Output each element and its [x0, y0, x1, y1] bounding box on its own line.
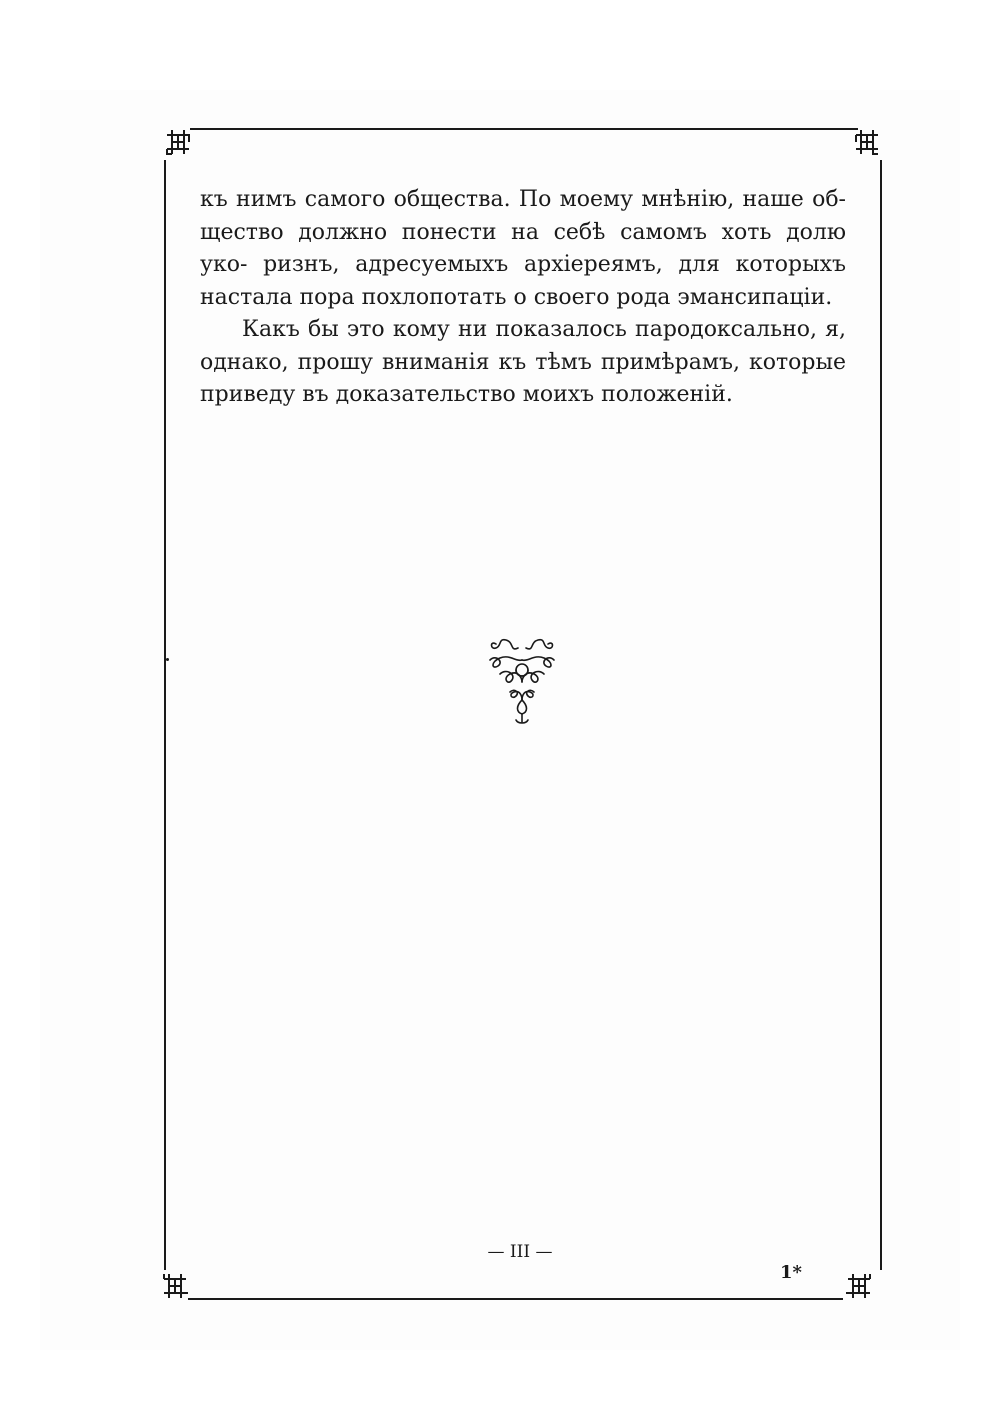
- text-line: однако, прошу вниманія къ тѣмъ примѣрамъ, которые: [200, 349, 846, 375]
- frame-right-rule: [880, 160, 882, 1270]
- corner-ornament-icon: [160, 1271, 190, 1301]
- frame-left-rule: [164, 160, 166, 1270]
- text-line: приведу въ доказательство моихъ положеній.: [200, 382, 733, 407]
- stray-mark: [166, 658, 169, 661]
- text-line: щество должно понести на себѣ самомъ хоть долю уко-: [200, 219, 846, 277]
- frame-top-rule: [190, 128, 858, 130]
- signature-mark: 1*: [780, 1262, 802, 1283]
- text-line: Какъ бы это кому ни показалось пародоксально, я,: [242, 317, 846, 342]
- frame-bottom-rule: [188, 1298, 843, 1300]
- paragraph-1: [200, 184, 846, 314]
- main-text: [200, 184, 846, 412]
- corner-ornament-icon: [163, 127, 193, 157]
- paragraph-2: [200, 314, 846, 412]
- floral-vignette-icon: [486, 634, 558, 726]
- corner-ornament-icon: [844, 1271, 874, 1301]
- page-number: — III —: [487, 1242, 553, 1262]
- text-line: къ нимъ самого общества. По моему мнѣнію, наше об-: [200, 187, 846, 212]
- corner-ornament-icon: [852, 127, 882, 157]
- text-line: пора похлопотать о своего рода эмансипаціи.: [299, 284, 833, 310]
- text-line: ризнъ, адресуемыхъ архіереямъ, для которыхъ настала: [200, 252, 846, 310]
